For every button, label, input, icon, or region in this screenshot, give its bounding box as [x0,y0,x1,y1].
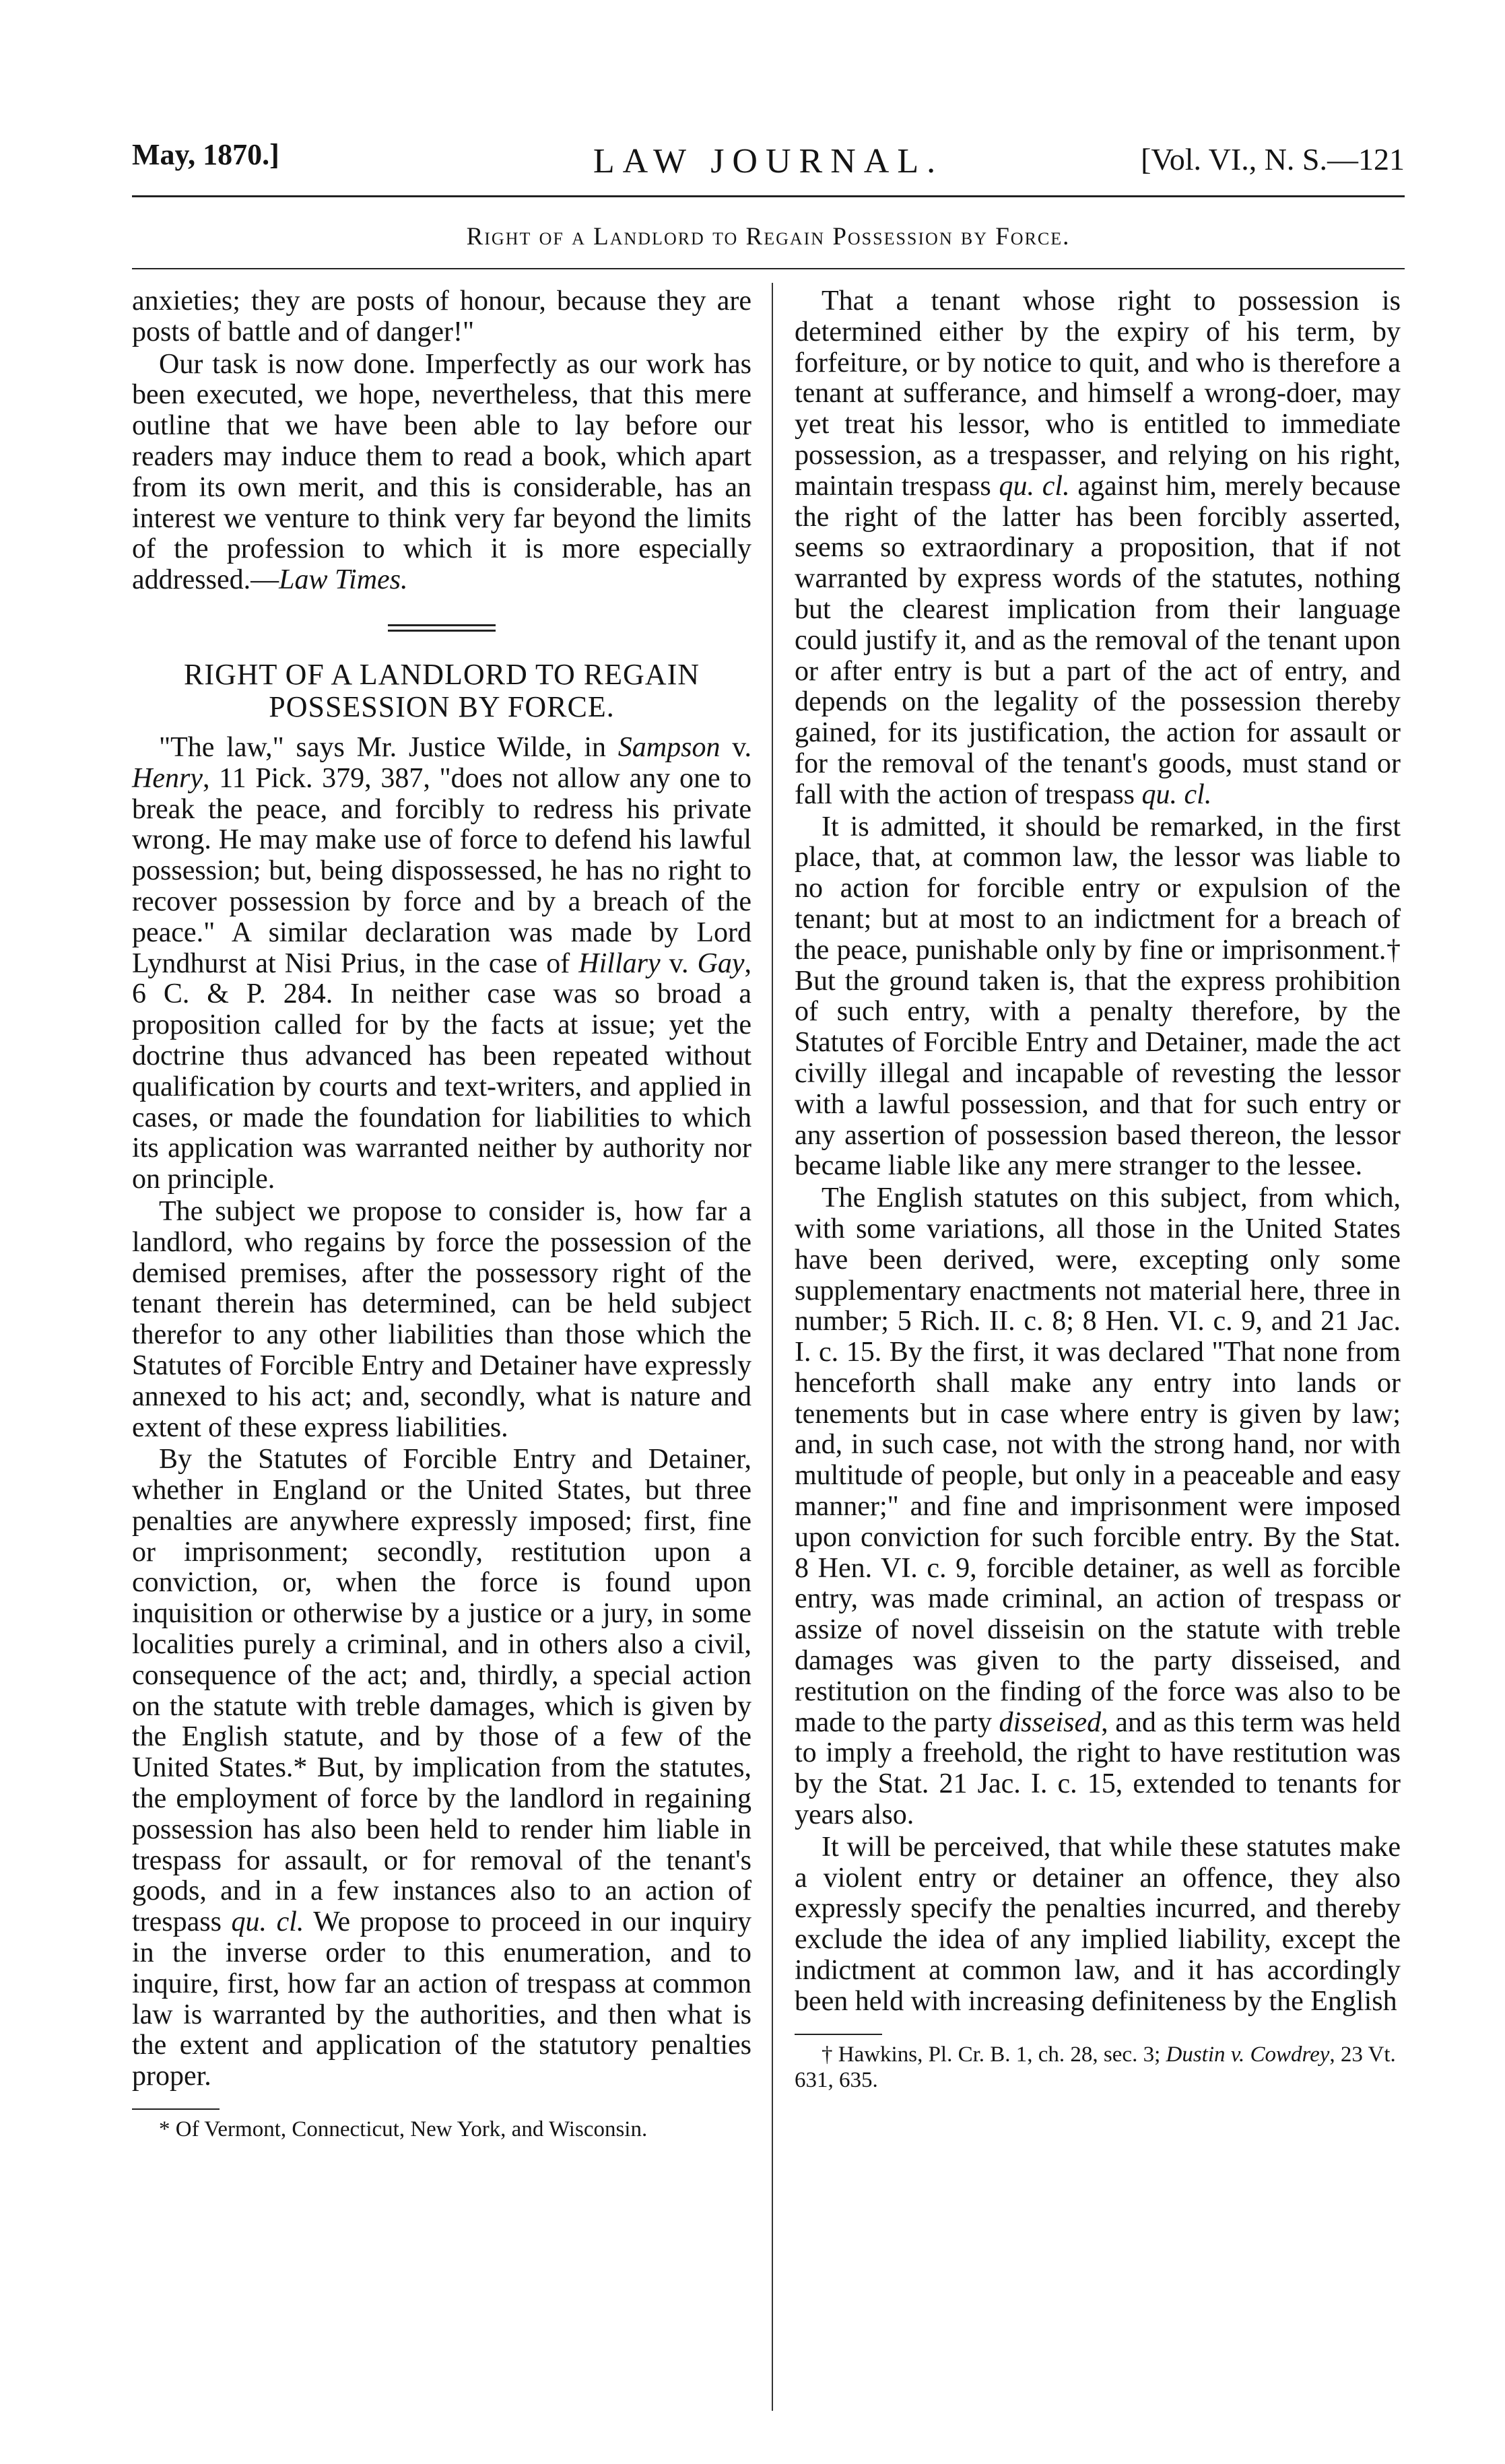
paragraph-text: , 6 C. & P. 284. In neither case was so broad a proposition called for by the facts at issue; yet the doctrine thus advanced has been repeated without qualification by courts and text-writers, and applied in cases, or made the foundation for liabilities to which its application was warranted neither by authority nor on principle. [132,947,751,1195]
paragraph-text: By the Statutes of Forcible Entry and Detainer, whether in England or the United States, but three penalties are anywhere expressly imposed; first, fine or imprisonment; secondly, restitution upon a conviction, or, when the force is found upon inquisition or otherwise by a justice or a jury, in some localities purely a criminal, and in others also a civil, consequence of the act; and, thirdly, a special action on the statute with treble damages, which is given by the English statute, and by those of a few of the United States.* But, by implication from the statutes, the employment of force by the landlord in regaining possession has also been held to render him liable in trespass for assault, or for removal of the tenant's goods, and in a few instances also to an action of trespass [132,1444,751,1938]
paragraph: It is admitted, it should be remarked, in the first place, that, at common law, the lessor was liable to no action for forcible entry or expulsion of the tenant; but at most to an indictment for a breach of the peace, punishable only by fine or imprisonment.† But the ground taken is, that the express prohibition of such entry, with a penalty therefore, by the Statutes of Forcible Entry and Detainer, made the act civilly illegal and incapable of revesting the lessor with a lawful possession, and that for such entry or any assertion of possession based thereon, the lessor became liable like any mere stranger to the lessee. [795,811,1401,1182]
paragraph-text: "The law," says Mr. Justice Wilde, in [159,731,618,763]
running-title: Right of a Landlord to Regain Possession by Force. [466,223,1071,251]
article-title: RIGHT OF A LANDLORD TO REGAIN POSSESSION BY FORCE. [183,657,700,723]
page-header [132,128,1405,189]
right-column [795,286,1401,2374]
paragraph [132,1444,751,2092]
case-name: Dustin v. Cowdrey [1166,2042,1330,2067]
paragraph [795,286,1401,811]
paragraph-text: v. [720,731,751,763]
footnote-text: † Hawkins, Pl. Cr. B. 1, ch. 28, sec. 3; [822,2042,1166,2067]
paragraph-text: , 11 Pick. 379, 387, "does not allow any one to break the peace, and forcibly to redress his private wrong. He may make use of force to defend his lawful possession; but, being dispossessed, he has no right to recover possession by force and by a breach of the peace." A similar declaration was made by Lord Lyndhurst at Nisi Prius, in the case of [132,762,751,979]
paragraph-text: We propose to proceed in our inquiry in the inverse order to this enumeration, and to inquire, first, how far an action of trespass at common law is warranted by the authorities, and then what is the extent and application of the statutory penalties proper. [132,1906,751,2092]
paragraph-text: The English statutes on this subject, from which, with some variations, all those in the United States have been derived, were, excepting only some supplementary enactments not material here, three in number; 5 Rich. II. c. 8; 8 Hen. VI. c. 9, and 21 Jac. I. c. 15. By the first, it was declared "That none from henceforth shall make any entry into lands or tenements but in case where entry is given by law; and, in such case, not with the strong hand, nor with multitude of people, but only in a peaceable and easy manner;" and fine and imprisonment were imposed upon conviction for such forcible entry. By the Stat. 8 Hen. VI. c. 9, forcible detainer, as well as forcible entry, was made criminal, an action of trespass or assize of novel disseisin on the statute with treble damages was given to the party disseised, and restitution on the finding of the force was also to be made to the party [795,1183,1401,1738]
running-title-rule [132,268,1405,269]
footnote [795,2042,1401,2093]
latin-term: qu. cl. [231,1906,304,1938]
case-name: Sampson [617,731,721,763]
journal-title: LAW JOURNAL. [593,142,944,180]
paragraph: The subject we propose to consider is, how far a landlord, who regains by force the possession of the demised premises, after the possessory right of the tenant therein has determined, can be held subject therefor to any other liabilities than those which the Statutes of Forcible Entry and Detainer have expressly annexed to his act; and, secondly, what is nature and extent of these express liabilities. [132,1195,751,1443]
case-name: Hillary [578,947,661,979]
paragraph [132,733,751,1195]
footnote-rule [795,2034,882,2035]
paragraph: anxieties; they are posts of honour, because they are posts of battle and of danger!" [132,286,751,347]
paragraph-text: against him, merely because the right of the latter has been forcibly asserted, seems so extraordinary a proposition, that if not warranted by express words of the statutes, nothing but the clearest implication from their language could justify it, and as the removal of the tenant upon or after entry is but a part of the act of entry, and depends on the legality of the possession thereby gained, for its justification, the action for assault or for the removal of the tenant's goods, must stand or fall with the action of trespass [795,470,1401,810]
header-rule [132,195,1405,197]
issue-date: May, 1870.] [132,138,279,171]
paragraph-text: Our task is now done. Imperfectly as our work has been executed, we hope, nevertheless, that this mere outline that we have been able to lay before our readers may induce them to read a book, which apart from its own merit, and this is considerable, has an interest we venture to think very far beyond the limits of the profession to which it is more especially addressed.— [132,348,751,596]
paragraph-text: That a tenant whose right to possession is determined either by the expiry of his term, by forfeiture, or by notice to quit, and who is therefore a tenant at sufferance, and himself a wrong-doer, may yet treat his lessor, who is entitled to immediate possession, as a trespasser, and relying on his right, maintain trespass [795,286,1401,502]
footnote: * Of Vermont, Connecticut, New York, and Wisconsin. [159,2117,648,2142]
case-name: Henry [132,762,203,794]
source-citation: Law Times. [279,564,408,596]
paragraph-text: , and as this term was held to imply a freehold, the right to have restitution was by the Stat. 21 Jac. I. c. 15, extended to tenants for years also. [795,1706,1401,1831]
latin-term: qu. cl. [999,470,1070,502]
paragraph [795,1183,1401,1831]
section-separator [388,624,496,632]
paragraph-text: v. [660,947,698,979]
case-name: Gay [697,947,745,979]
volume-page: [Vol. VI., N. S.—121 [1141,142,1405,176]
left-column [132,286,751,2374]
paragraph: It will be perceived, that while these statutes make a violent entry or detainer an offence, they also expressly specify the penalties incurred, and thereby exclude the idea of any implied liability, except the indictment at common law, and it has accordingly been held with increasing definiteness by the English [795,1831,1401,2017]
column-divider [772,283,773,2411]
latin-term: qu. cl. [1141,778,1212,810]
footnote-text: , 23 Vt. 631, 635. [795,2042,1396,2092]
paragraph [132,349,751,596]
footnote-rule [132,2108,220,2110]
emphasized-term: disseised [999,1706,1102,1738]
